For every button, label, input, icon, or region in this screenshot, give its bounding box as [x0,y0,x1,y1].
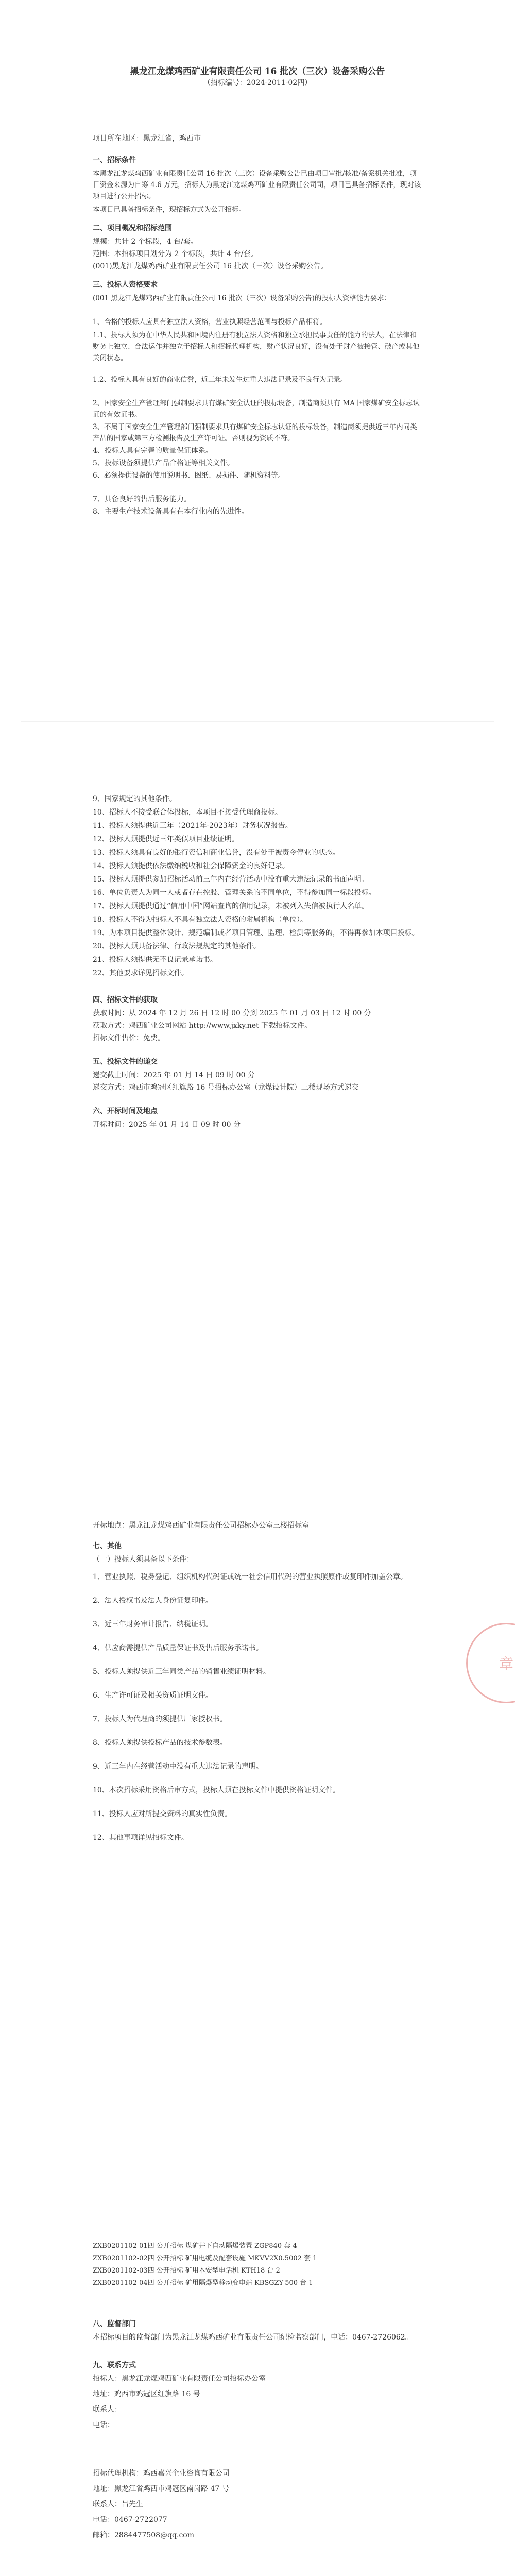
paragraph: （一）投标人须具备以下条件： [93,1555,194,1564]
paragraph: 本招标项目的监督部门为黑龙江龙煤鸡西矿业有限责任公司纪检监察部门，电话：0467-2726062。 [93,2333,413,2342]
paragraph: 本项目已具备招标条件，现招标方式为公开招标。 [93,206,246,214]
list-item: 8、投标人须提供投标产品的技术参数表。 [93,1739,227,1747]
paragraph: 招标代理机构：鸡西嘉兴企业咨询有限公司 [93,2469,230,2478]
paragraph: 3、不属于国家安全生产管理部门强制要求具有煤矿安全标志认证的投标设备，制造商须提供近三年内同类产品的国家或第三方检测报告及生产许可证。否则视为资质不符。 [93,423,417,443]
page-title: 黑龙江龙煤鸡西矿业有限责任公司 16 批次（三次）设备采购公告 [130,66,385,77]
project-location: 项目所在地区：黑龙江省，鸡西市 [93,134,201,143]
paragraph: 20、投标人须具备法律、行政法规规定的其他条件。 [93,942,261,951]
paragraph: 联系人：吕先生 [93,2500,143,2509]
paragraph: 19、为本项目提供整体设计、规范编制或者项目管理、监理、检测等服务的，不得再参加本项目投标。 [93,929,419,937]
paragraph: 联系人： [93,2405,122,2414]
official-seal: 章 [466,1623,515,1703]
paragraph: 获取方式：鸡西矿业公司网站 http://www.jxky.net 下载招标文件。 [93,1022,312,1030]
list-item: 10、本次招标采用资格后审方式，投标人须在投标文件中提供资格证明文件。 [93,1786,340,1794]
table-row: ZXB0201102-03四 公开招标 矿用本安型电话机 KTH18 台 2 [93,2267,280,2275]
paragraph: 递交截止时间：2025 年 01 月 14 日 09 时 00 分 [93,1071,255,1079]
tender-code: （招标编号：2024-2011-02四） [203,79,312,87]
paragraph: 地址：黑龙江省鸡西市鸡冠区南岗路 47 号 [93,2485,229,2493]
paragraph: 1、合格的投标人应具有独立法人资格，营业执照经营范围与投标产品相符。 [93,318,327,326]
section-heading: 九、联系方式 [93,2361,136,2369]
paragraph: 13、投标人须具有良好的银行资信和商业信誉，没有处于被责令停业的状态。 [93,849,340,857]
list-item: 7、投标人为代理商的须提供厂家授权书。 [93,1715,227,1723]
list-item: 3、近三年财务审计报告、纳税证明。 [93,1620,213,1629]
paragraph: 1.1、投标人须为在中华人民共和国境内注册有独立法人资格和独立承担民事责任的能力的法人，在法律和财务上独立、合法运作并独立于招标人和招标代理机构，财产状况良好，没有处于财产被接管、破产或其他关闭状态。 [93,331,420,362]
paragraph: 5、投标设备须提供产品合格证等相关文件。 [93,459,234,467]
paragraph: 22、其他要求详见招标文件。 [93,969,188,977]
section-heading: 五、投标文件的递交 [93,1058,158,1066]
section-heading: 八、监督部门 [93,2320,136,2328]
paragraph: 电话：0467-2722077 [93,2516,167,2524]
paragraph: 招标文件售价：免费。 [93,1034,165,1042]
paragraph: 递交方式：鸡西市鸡冠区红旗路 16 号招标办公室（龙煤设计院）三楼现场方式递交 [93,1083,359,1092]
list-item: 9、近三年内在经营活动中没有重大违法记录的声明。 [93,1762,263,1771]
list-item: 6、生产许可证及相关资质证明文件。 [93,1691,213,1700]
paragraph: 14、投标人须提供依法缴纳税收和社会保障资金的良好记录。 [93,862,289,870]
paragraph: 10、招标人不接受联合体投标，本项目不接受代理商投标。 [93,808,282,817]
paragraph: 15、投标人须提供参加招标活动前三年内在经营活动中没有重大违法记录的书面声明。 [93,875,369,884]
table-row: ZXB0201102-01四 公开招标 煤矿井下自动隔爆装置 ZGP840 套 4 [93,2242,297,2250]
section-heading: 一、招标条件 [93,156,136,164]
section-heading: 七、其他 [93,1542,122,1550]
paragraph: 获取时间：从 2024 年 12 月 26 日 12 时 00 分到 2025 年 01 月 03 日 12 时 00 分 [93,1009,371,1018]
paragraph: 招标人：黑龙江龙煤鸡西矿业有限责任公司招标办公室 [93,2375,266,2383]
section-heading: 六、开标时间及地点 [93,1107,158,1115]
paragraph: 7、具备良好的售后服务能力。 [93,495,191,503]
paragraph: 21、投标人须提供无不良记录承诺书。 [93,956,217,964]
list-item: 11、投标人应对所提交资料的真实性负责。 [93,1810,232,1818]
paragraph: 2、国家安全生产管理部门强制要求具有煤矿安全认证的投标设备，制造商须具有 MA 国家煤矿安全标志认证的有效证书。 [93,399,420,419]
paragraph: 范围：本招标项目划分为 2 个标段，共计 4 台/套。 [93,250,258,258]
paragraph: 开标时间：2025 年 01 月 14 日 09 时 00 分 [93,1121,241,1129]
paragraph: 地址：鸡西市鸡冠区红旗路 16 号 [93,2390,200,2398]
paragraph: 1.2、投标人具有良好的商业信誉，近三年未发生过重大违法记录及不良行为记录。 [93,376,347,384]
paragraph: 17、投标人须提供通过“信用中国”网站查询的信用记录，未被列入失信被执行人名单。 [93,902,369,910]
section-heading: 二、项目概况和招标范围 [93,224,172,232]
paragraph: 开标地点：黑龙江龙煤鸡西矿业有限责任公司招标办公室三楼招标室 [93,1521,309,1530]
paragraph: 邮箱：2884477508@qq.com [93,2531,194,2539]
paragraph: 6、必须提供设备的使用说明书、图纸、易损件、随机资料等。 [93,471,285,480]
paragraph: 9、国家规定的其他条件。 [93,795,177,803]
list-item: 5、投标人须提供近三年同类产品的销售业绩证明材料。 [93,1668,270,1676]
list-item: 1、营业执照、税务登记、组织机构代码证或统一社会信用代码的营业执照原件或复印件加盖公章。 [93,1573,407,1581]
paragraph: 本黑龙江龙煤鸡西矿业有限责任公司 16 批次（三次）设备采购公告已由项目审批/核准/备案机关批准，项目资金来源为自筹 4.6 万元，招标人为黑龙江龙煤鸡西矿业有限责任公司司，项目已具备招标条件，现对该项目进行公开招标。 [93,170,421,200]
table-row: ZXB0201102-02四 公开招标 矿用电缆及配套设施 MKVV2X0.5002 套 1 [93,2255,317,2262]
list-item: 2、法人授权书及法人身份证复印件。 [93,1597,213,1605]
paragraph: 16、单位负责人为同一人或者存在控股、管理关系的不同单位，不得参加同一标段投标。 [93,889,376,897]
paragraph: 8、主要生产技术设备具有在本行业内的先进性。 [93,507,249,516]
page-divider [21,721,494,722]
paragraph: 4、投标人具有完善的质量保证体系。 [93,447,213,455]
paragraph: 11、投标人须提供近三年（2021年-2023年）财务状况报告。 [93,822,293,830]
paragraph: 电话： [93,2421,114,2429]
table-row: ZXB0201102-04四 公开招标 矿用隔爆型移动变电站 KBSGZY-500 台 1 [93,2279,313,2287]
section-heading: 四、招标文件的获取 [93,996,158,1004]
list-item: 4、供应商需提供产品质量保证书及售后服务承诺书。 [93,1644,263,1652]
paragraph: 规模：共计 2 个标段，4 台/套。 [93,238,198,246]
paragraph: 18、投标人不得为招标人不具有独立法人资格的附属机构（单位）。 [93,916,307,924]
paragraph: (001)黑龙江龙煤鸡西矿业有限责任公司 16 批次（三次）设备采购公告。 [93,262,328,270]
paragraph: 12、投标人须提供近三年类似项目业绩证明。 [93,835,239,843]
paragraph: (001 黑龙江龙煤鸡西矿业有限责任公司 16 批次（三次）设备采购公告)的投标人资格能力要求： [93,294,391,302]
section-heading: 三、投标人资格要求 [93,281,158,289]
list-item: 12、其他事项详见招标文件。 [93,1834,188,1842]
